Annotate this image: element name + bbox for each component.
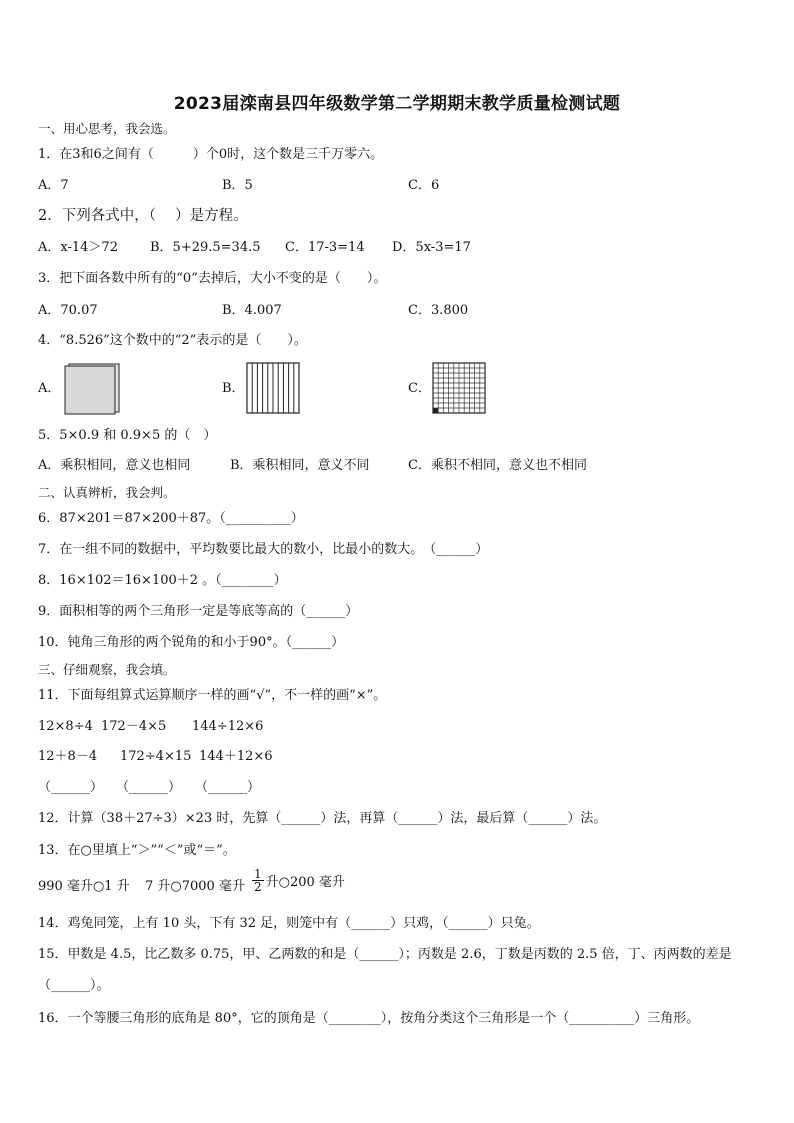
q3-option-b: B．4.007 (222, 303, 282, 318)
hundred-grid-figure (432, 362, 488, 416)
q2-option-b: B．5+29.5=34.5 (150, 240, 261, 255)
section-heading-1: 一、用心思考，我会选。 (38, 121, 176, 136)
fraction-denominator: 2 (254, 880, 262, 894)
fraction-numerator: 1 (254, 867, 262, 881)
q13-item-3-text: 升○200 毫升 (265, 875, 345, 890)
q11-expr-1a: 12×8÷4 (38, 719, 93, 734)
question-1: 1．在3和6之间有（ ）个0时，这个数是三千万零六。 (38, 147, 384, 162)
question-11: 11．下面每组算式运算顺序一样的画“√”，不一样的画“×”。 (38, 688, 387, 703)
fraction-one-half (252, 868, 264, 893)
q4-option-c: C． (408, 381, 431, 396)
q11-expr-2b: 172÷4×15 (120, 749, 192, 764)
question-12: 12．计算（38＋27÷3）×23 时，先算（______）法，再算（______）法，最后算（______）法。 (38, 811, 607, 826)
question-6: 6．87×201＝87×200＋87。（__________） (38, 511, 304, 526)
question-8: 8．16×102＝16×100＋2 。（________） (38, 573, 287, 588)
q3-option-a: A．70.07 (38, 303, 98, 318)
vertical-strips-figure (246, 362, 302, 416)
q5-option-b: B．乘积相同，意义不同 (230, 458, 370, 473)
shaded-square-figure (62, 362, 122, 416)
q11-expr-2a: 172－4×5 (101, 719, 167, 734)
section-heading-2: 二、认真辨析，我会判。 (38, 485, 176, 500)
question-15-line-1: 15．甲数是 4.5，比乙数多 0.75，甲、乙两数的和是（______）；丙数是 2.6，丁数是丙数的 2.5 倍，丁、丙两数的差是 (38, 947, 732, 962)
page-title: 2023届滦南县四年级数学第二学期期末教学质量检测试题 (173, 94, 621, 114)
q11-expr-3a: 144÷12×6 (192, 719, 264, 734)
q1-option-a: A．7 (38, 178, 69, 193)
q11-answer-blank-3[interactable]: （______） (195, 780, 261, 795)
question-13: 13．在○里填上“＞”“＜”或“＝”。 (38, 843, 236, 858)
q1-option-b: B．5 (222, 178, 253, 193)
q13-item-3 (250, 868, 345, 893)
q11-answer-blank-1[interactable]: （______） (38, 780, 104, 795)
q2-option-c: C．17-3=14 (285, 240, 365, 255)
q3-option-c: C．3.800 (408, 303, 469, 318)
q5-option-c: C．乘积不相同，意义也不相同 (408, 458, 587, 473)
question-2: 2．下列各式中，（ ）是方程。 (38, 208, 248, 224)
question-3: 3．把下面各数中所有的“0”去掉后，大小不变的是（ ）。 (38, 271, 387, 286)
question-9: 9．面积相等的两个三角形一定是等底等高的（______） (38, 604, 359, 619)
question-4: 4．“8.526”这个数中的“2”表示的是（ ）。 (38, 333, 307, 348)
q11-answer-blank-2[interactable]: （______） (116, 780, 182, 795)
q5-option-a: A．乘积相同，意义也相同 (38, 458, 191, 473)
q2-option-a: A．x-14＞72 (38, 240, 118, 255)
question-10: 10．钝角三角形的两个锐角的和小于90°。（______） (38, 635, 345, 650)
q13-item-1: 990 毫升○1 升 (38, 879, 130, 894)
question-15-line-2: （______）。 (38, 978, 110, 993)
q11-expr-3b: 144＋12×6 (199, 749, 273, 764)
section-heading-3: 三、仔细观察，我会填。 (38, 662, 176, 677)
question-7: 7．在一组不同的数据中，平均数要比最大的数小，比最小的数大。 （______） (38, 542, 489, 557)
q1-option-c: C．6 (408, 178, 440, 193)
question-5: 5．5×0.9 和 0.9×5 的（ ） (38, 428, 217, 443)
q13-item-2: 7 升○7000 毫升 (145, 879, 245, 894)
q11-expr-1b: 12＋8－4 (38, 749, 98, 764)
q4-option-a: A． (38, 381, 61, 396)
q2-option-d: D．5x-3=17 (392, 240, 471, 255)
question-14: 14．鸡兔同笼，上有 10 头，下有 32 足，则笼中有（______）只鸡，（______）只兔。 (38, 916, 540, 931)
q4-option-b: B． (222, 381, 245, 396)
question-16: 16．一个等腰三角形的底角是 80°，它的顶角是（________），按角分类这个三角形是一个（__________）三角形。 (38, 1011, 700, 1026)
